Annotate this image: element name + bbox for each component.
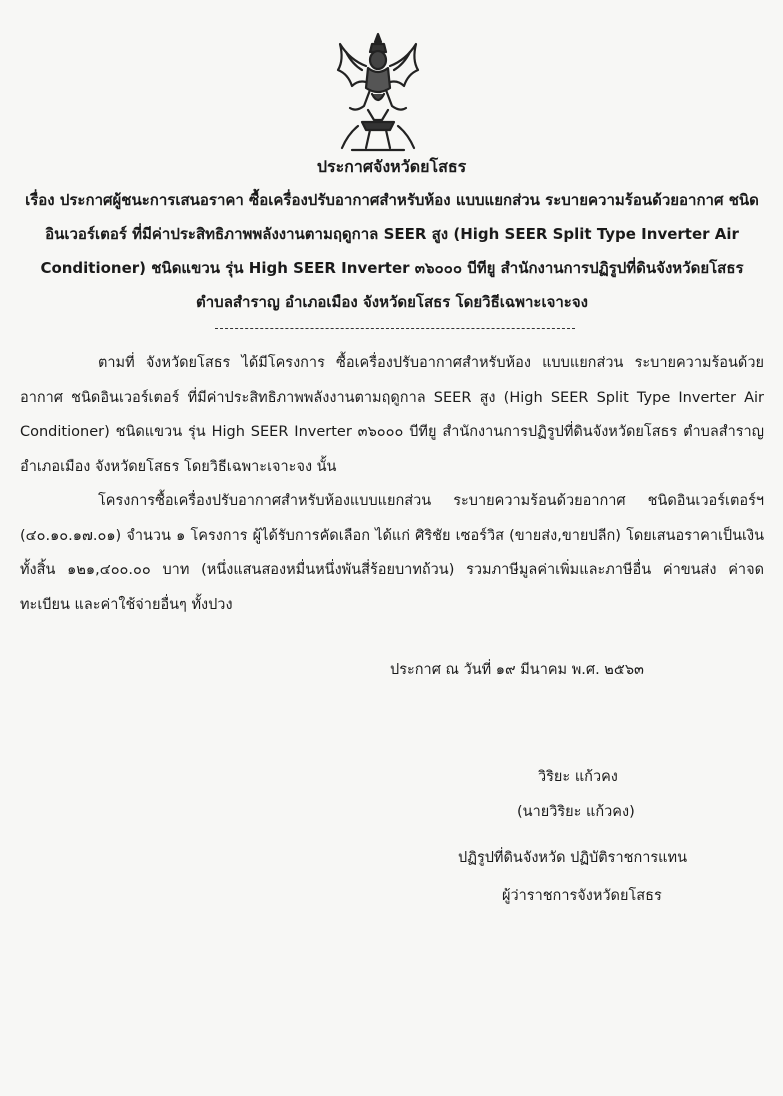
announcement-title: ประกาศจังหวัดยโสธร (316, 157, 467, 176)
body-paragraph-2: โครงการซื้อเครื่องปรับอากาศสำหรับห้องแบบแยกส่วน ระบายความร้อนด้วยอากาศ ชนิดอินเวอร์เตอร์ฯ (๔๐.๑๐.๑๗.๐๑) จำนวน ๑ โครงการ ผู้ได้รับการคัดเลือก ได้แก่ ศิริชัย เซอร์วิส (ขายส่ง,ขายปลีก) โดยเสนอราคาเป็นเงินทั้งสิ้น ๑๒๑,๔๐๐.๐๐ บาท (หนึ่งแสนสองหมื่นหนึ่งพันสี่ร้อยบาทถ้วน) รวมภาษีมูลค่าเพิ่มและภาษีอื่น ค่าขนส่ง ค่าจดทะเบียน และค่าใช้จ่ายอื่นๆ ทั้งปวง (20, 493, 764, 613)
signatory-full-name: (นายวิริยะ แก้วคง) (517, 804, 635, 820)
signatory-position-line-1: ปฏิรูปที่ดินจังหวัด ปฏิบัติราชการแทน (458, 850, 687, 866)
announcement-date: ประกาศ ณ วันที่ ๑๙ มีนาคม พ.ศ. ๒๕๖๓ (390, 662, 644, 678)
garuda-emblem (332, 30, 424, 154)
signature-handwritten: วิริยะ แก้วคง (538, 769, 618, 785)
signatory-position-line-2: ผู้ว่าราชการจังหวัดยโสธร (502, 888, 662, 904)
body-paragraph-1: ตามที่ จังหวัดยโสธร ได้มีโครงการ ซื้อเครื่องปรับอากาศสำหรับห้อง แบบแยกส่วน ระบายความร้อนด้วยอากาศ ชนิดอินเวอร์เตอร์ ที่มีค่าประสิทธิภาพพลังงานตามฤดูกาล SEER สูง (High SEER Split Type Inverter Air Conditioner) ชนิดแขวน รุ่น High SEER Inverter ๓๖๐๐๐ บีทียู สำนักงานการปฏิรูปที่ดินจังหวัดยโสธร ตำบลสำราญ อำเภอเมือง จังหวัดยโสธร โดยวิธีเฉพาะเจาะจง นั้น (20, 355, 764, 475)
separator-line (215, 328, 575, 329)
announcement-subject: เรื่อง ประกาศผู้ชนะการเสนอราคา ซื้อเครื่องปรับอากาศสำหรับห้อง แบบแยกส่วน ระบายความร้อนด้วยอากาศ ชนิดอินเวอร์เตอร์ ที่มีค่าประสิทธิภาพพลังงานตามฤดูกาล SEER สูง (High SEER Split Type Inverter Air Conditioner) ชนิดแขวน รุ่น High SEER Inverter ๓๖๐๐๐ บีทียู สำนักงานการปฏิรูปที่ดินจังหวัดยโสธร ตำบลสำราญ อำเภอเมือง จังหวัดยโสธร โดยวิธีเฉพาะเจาะจง (25, 191, 759, 311)
